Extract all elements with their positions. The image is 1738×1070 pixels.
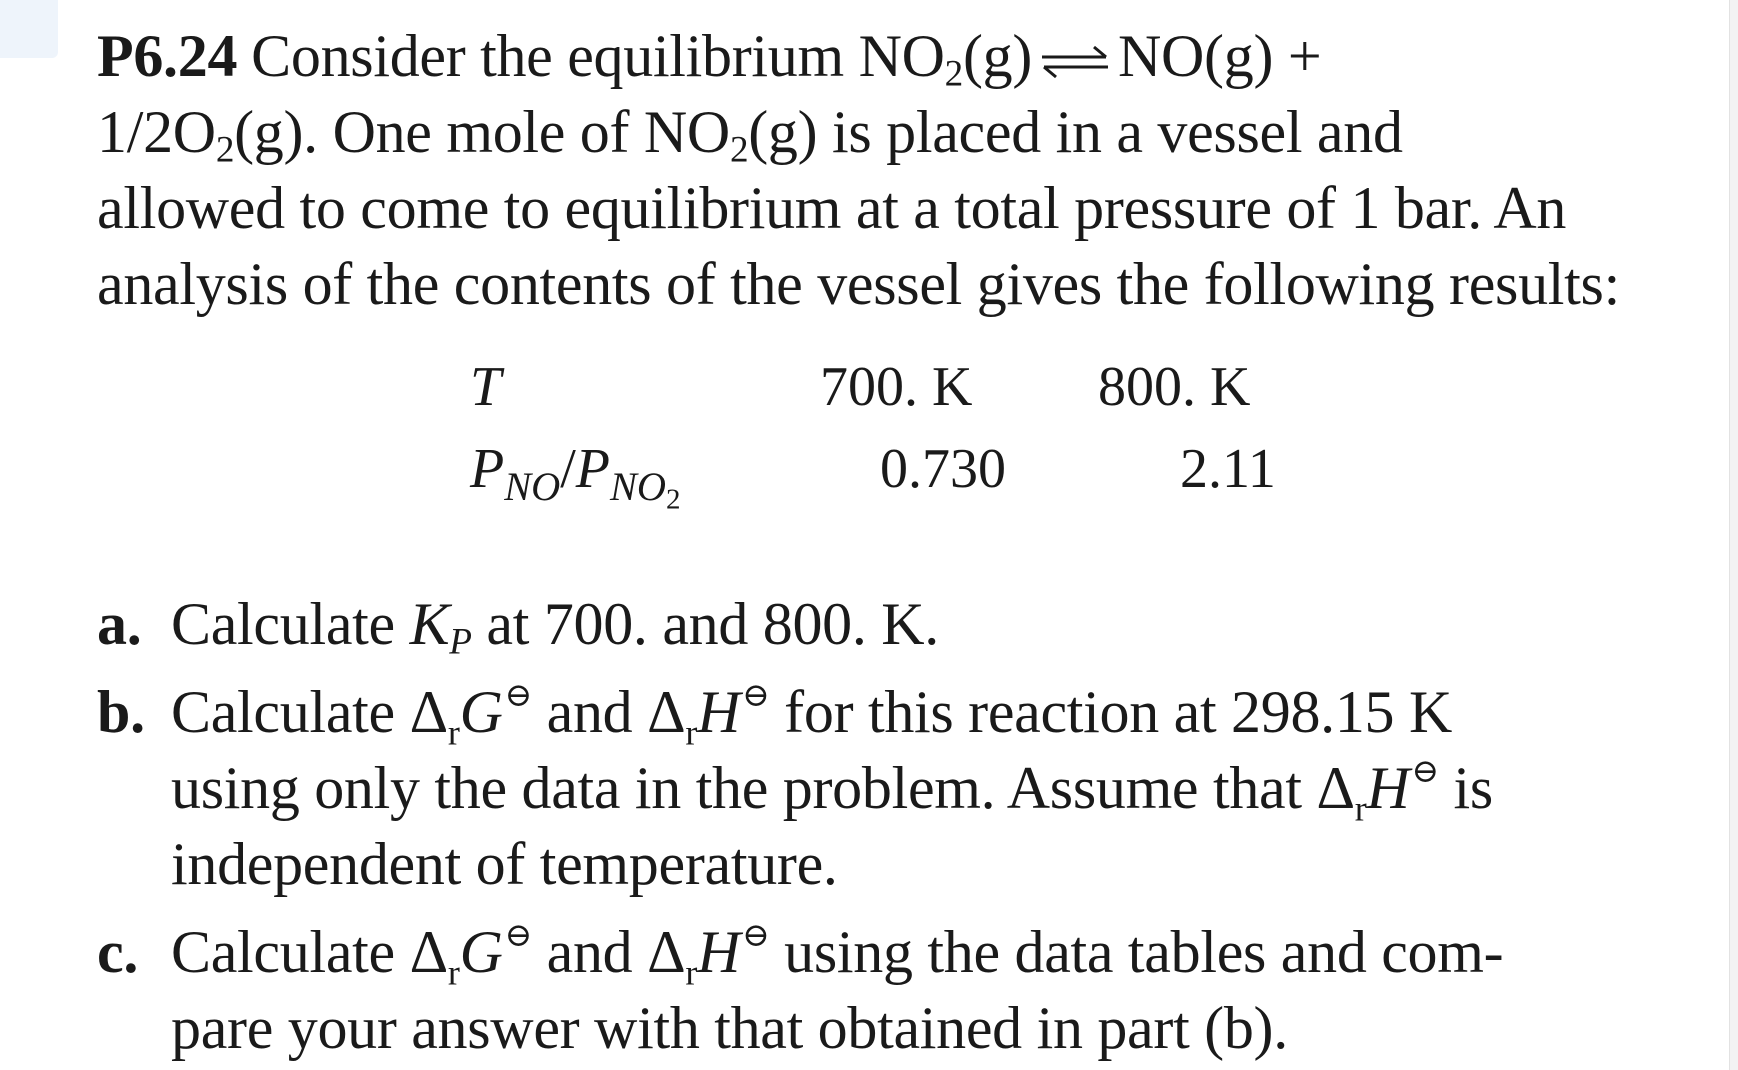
- delta: Δ: [1316, 755, 1355, 821]
- no2-subscript: [610, 463, 681, 516]
- part-b-line-1: [171, 674, 1697, 753]
- part-b-line-3: independent of temperature.: [171, 831, 838, 897]
- table-header-700k: 700. K: [820, 356, 973, 418]
- text: and: [531, 679, 648, 745]
- equilibrium-arrow-icon: [1038, 18, 1112, 94]
- problem-line-3: allowed to come to equilibrium at a total pressure of 1 bar. An: [97, 175, 1567, 241]
- p-symbol: P: [575, 438, 611, 500]
- table-header-t: T: [470, 356, 502, 418]
- problem-line-4: analysis of the contents of the vessel gives the following results:: [97, 251, 1620, 317]
- part-a-label: a.: [97, 591, 142, 657]
- text: using the data tables and com-: [769, 919, 1504, 985]
- standard-state-icon: ⊖: [504, 917, 532, 954]
- subscript-2: 2: [729, 129, 749, 171]
- h-symbol: H: [697, 679, 741, 745]
- problem-number: P6.24: [97, 23, 238, 89]
- table-value-800k: 2.11: [1180, 438, 1276, 500]
- text: and: [531, 919, 648, 985]
- subscript-2: 2: [666, 483, 681, 516]
- no-subscript: NO: [504, 463, 561, 509]
- part-c: [97, 914, 1697, 1066]
- line2-text-end: (g) is placed in a vessel and: [748, 99, 1403, 165]
- problem-statement: [97, 18, 1657, 322]
- part-b-line-2: [171, 750, 1697, 829]
- slash: /: [560, 438, 576, 500]
- problem-line-2: [97, 94, 1657, 170]
- p-symbol: P: [470, 438, 505, 500]
- r-subscript: r: [685, 712, 698, 753]
- scroll-edge: [1729, 0, 1738, 1070]
- phase-g: (g): [962, 23, 1032, 89]
- table-value-700k: 0.730: [880, 438, 1006, 500]
- part-a-line: [171, 586, 1697, 662]
- g-symbol: G: [459, 679, 503, 745]
- delta-r-h: [647, 677, 770, 753]
- half-o2: 1/2O: [97, 99, 216, 165]
- delta-r-g: [409, 677, 532, 753]
- part-b-label: b.: [97, 679, 145, 745]
- delta-r-h: [1316, 753, 1439, 829]
- delta-r-h: [647, 917, 770, 993]
- delta: Δ: [647, 919, 686, 985]
- delta: Δ: [409, 919, 448, 985]
- corner-decoration: [0, 0, 58, 58]
- delta: Δ: [647, 679, 686, 745]
- h-symbol: H: [697, 919, 741, 985]
- text: Calculate: [171, 919, 410, 985]
- h-symbol: H: [1366, 755, 1410, 821]
- standard-state-icon: ⊖: [1411, 753, 1439, 790]
- r-subscript: r: [447, 712, 460, 753]
- subscript-2: 2: [215, 129, 235, 171]
- text: Calculate: [171, 591, 410, 657]
- text: using only the data in the problem. Assume that: [171, 755, 1317, 821]
- part-b: [97, 674, 1697, 902]
- problem-intro: Consider the equilibrium NO: [251, 23, 945, 89]
- r-subscript: r: [1354, 788, 1367, 829]
- g-symbol: G: [459, 919, 503, 985]
- p-subscript: P: [449, 621, 472, 663]
- r-subscript: r: [685, 952, 698, 993]
- standard-state-icon: ⊖: [504, 677, 532, 714]
- standard-state-icon: ⊖: [742, 917, 770, 954]
- part-c-line-1: [171, 914, 1697, 993]
- r-subscript: r: [447, 952, 460, 993]
- problem-line-1: [97, 18, 1657, 94]
- line2-text: (g). One mole of NO: [234, 99, 730, 165]
- subscript-2: 2: [944, 53, 963, 95]
- no2-text: NO: [610, 463, 667, 509]
- standard-state-icon: ⊖: [742, 677, 770, 714]
- product-no: NO(g) +: [1118, 23, 1322, 89]
- text: for this reaction at 298.15 K: [769, 679, 1452, 745]
- table-row-label: [470, 437, 681, 516]
- delta-r-g: [409, 917, 532, 993]
- k-symbol: K: [409, 591, 450, 657]
- question-parts: [97, 586, 1697, 1070]
- part-a: [97, 586, 1697, 662]
- part-c-label: c.: [97, 919, 139, 985]
- part-c-line-2: pare your answer with that obtained in part (b).: [171, 995, 1288, 1061]
- text: at 700. and 800. K.: [471, 591, 939, 657]
- text: is: [1438, 755, 1493, 821]
- table-header-800k: 800. K: [1098, 356, 1251, 418]
- text: Calculate: [171, 679, 410, 745]
- delta: Δ: [409, 679, 448, 745]
